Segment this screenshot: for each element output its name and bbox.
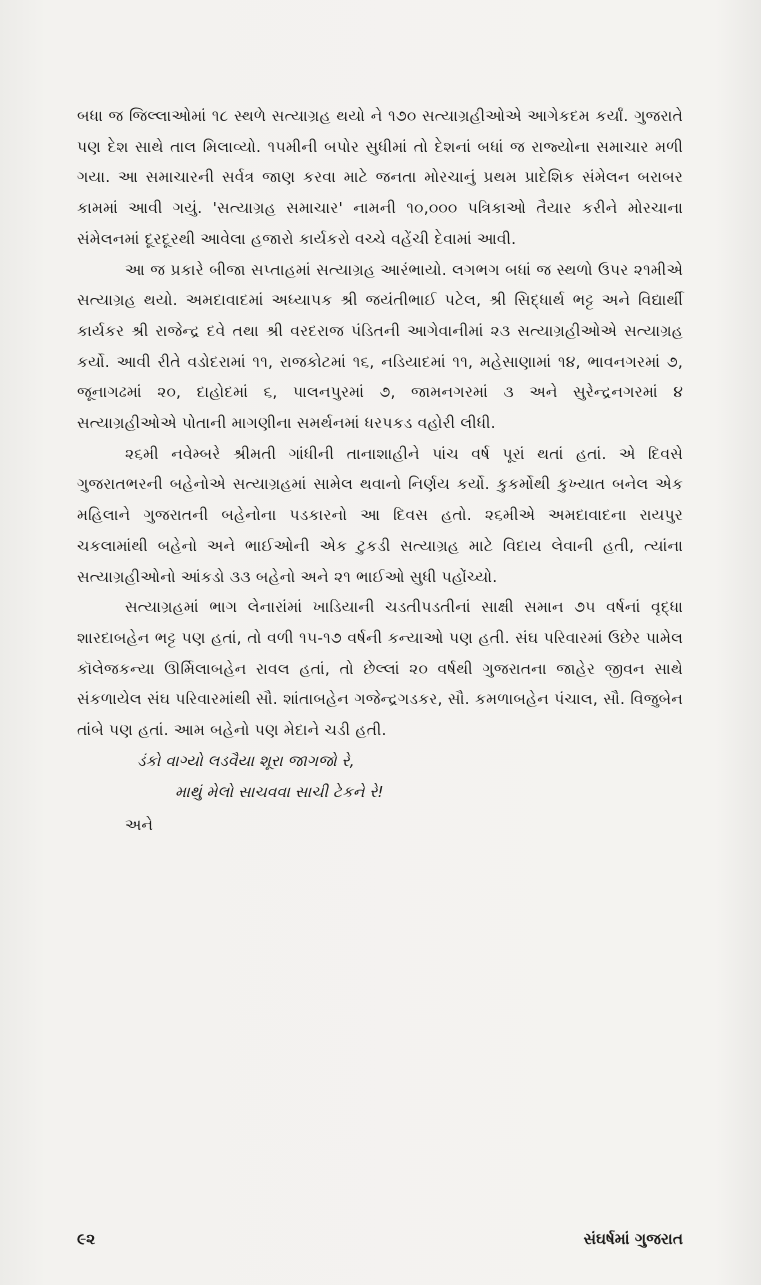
running-title: સંઘર્ષમાં ગુજરાત bbox=[583, 1230, 683, 1248]
page-footer bbox=[77, 1230, 683, 1256]
paragraph-4: સત્યાગ્રહમાં ભાગ લેનારાંમાં ખાડિયાની ચડતીપડતીનાં સાક્ષી સમાન ૭૫ વર્ષનાં વૃદ્ધા શારદાબહેન ભટ્ટ પણ હતાં, તો વળી ૧૫-૧૭ વર્ષની કન્યાઓ પણ હતી. સંઘ પરિવારમાં ઉછેર પામેલ કૉલેજકન્યા ઊર્મિલાબહેન રાવલ હતાં, તો છેલ્લાં ૨૦ વર્ષથી ગુજરાતના જાહેર જીવન સાથે સંકળાયેલ સંઘ પરિવારમાંથી સૌ. શાંતાબહેન ગજેન્દ્રગડકર, સૌ. કમળાબહેન પંચાલ, સૌ. વિજુબેન તાંબે પણ હતાં. આમ બહેનો પણ મેદાને ચડી હતી. bbox=[77, 598, 683, 740]
paragraph-2: આ જ પ્રકારે બીજા સપ્તાહમાં સત્યાગ્રહ આરંભાયો. લગભગ બધાં જ સ્થળો ઉપર ૨૧મીએ સત્યાગ્રહ થયો. અમદાવાદમાં અધ્યાપક શ્રી જયંતીભાઈ પટેલ, શ્રી સિદ્ધાર્થ ભટ્ટ અને વિદ્યાર્થી કાર્યકર શ્રી રાજેન્દ્ર દવે તથા શ્રી વરદરાજ પંડિતની આગેવાનીમાં ૨૩ સત્યાગ્રહીઓએ સત્યાગ્રહ કર્યો. આવી રીતે વડોદરામાં ૧૧, રાજકોટમાં ૧૬, નડિયાદમાં ૧૧, મહેસાણામાં ૧૪, ભાવનગરમાં ૭, જૂનાગઢમાં ૨૦, દાહોદમાં ૬, પાલનપુરમાં ૭, જામનગરમાં ૩ અને સુરેન્દ્રનગરમાં ૪ સત્યાગ્રહીઓએ પોતાની માગણીના સમર્થનમાં ધરપકડ વહોરી લીધી. bbox=[77, 260, 683, 433]
paragraph-3: ૨૬મી નવેમ્બરે શ્રીમતી ગાંધીની તાનાશાહીને પાંચ વર્ષ પૂરાં થતાં હતાં. એ દિવસે ગુજરાતભરની બહેનોએ સત્યાગ્રહમાં સામેલ થવાનો નિર્ણય કર્યો. કુકર્મોથી કુખ્યાત બનેલ એક મહિલાને ગુજરાતની બહેનોના પડકારનો આ દિવસ હતો. ૨૬મીએ અમદાવાદના રાયપુર ચકલામાંથી બહેનો અને ભાઈઓની એક ટુકડી સત્યાગ્રહ માટે વિદાય લેવાની હતી, ત્યાંના સત્યાગ્રહીઓનો આંકડો ૩૩ બહેનો અને ૨૧ ભાઈઓ સુધી પહોંચ્યો. bbox=[77, 444, 683, 586]
verse-line-1: ડંકો વાગ્યો લડવૈયા શૂરા જાગજો રે, bbox=[137, 751, 355, 770]
page-body bbox=[77, 101, 683, 840]
paragraph-1: બધા જ જિલ્લાઓમાં ૧૮ સ્થળે સત્યાગ્રહ થયો ને ૧૭૦ સત્યાગ્રહીઓએ આગેકદમ કર્યાં. ગુજરાતે પણ દેશ સાથે તાલ મિલાવ્યો. ૧૫મીની બપોર સુધીમાં તો દેશનાં બધાં જ રાજ્યોના સમાચાર મળી ગયા. આ સમાચારની સર્વત્ર જાણ કરવા માટે જનતા મોરચાનું પ્રથમ પ્રાદેશિક સંમેલન બરાબર કામમાં આવી ગયું. 'સત્યાગ્રહ સમાચાર' નામની ૧૦,૦૦૦ પત્રિકાઓ તૈયાર કરીને મોરચાના સંમેલનમાં દૂરદૂરથી આવેલા હજારો કાર્યકરો વચ્ચે વહેંચી દેવામાં આવી. bbox=[77, 107, 683, 248]
page-number: ૯૨ bbox=[77, 1230, 96, 1248]
trailing-word: અને bbox=[125, 815, 153, 834]
verse-block bbox=[137, 746, 683, 808]
verse-line-2: માથું મેલો સાચવવા સાચી ટેકને રે! bbox=[175, 782, 384, 801]
